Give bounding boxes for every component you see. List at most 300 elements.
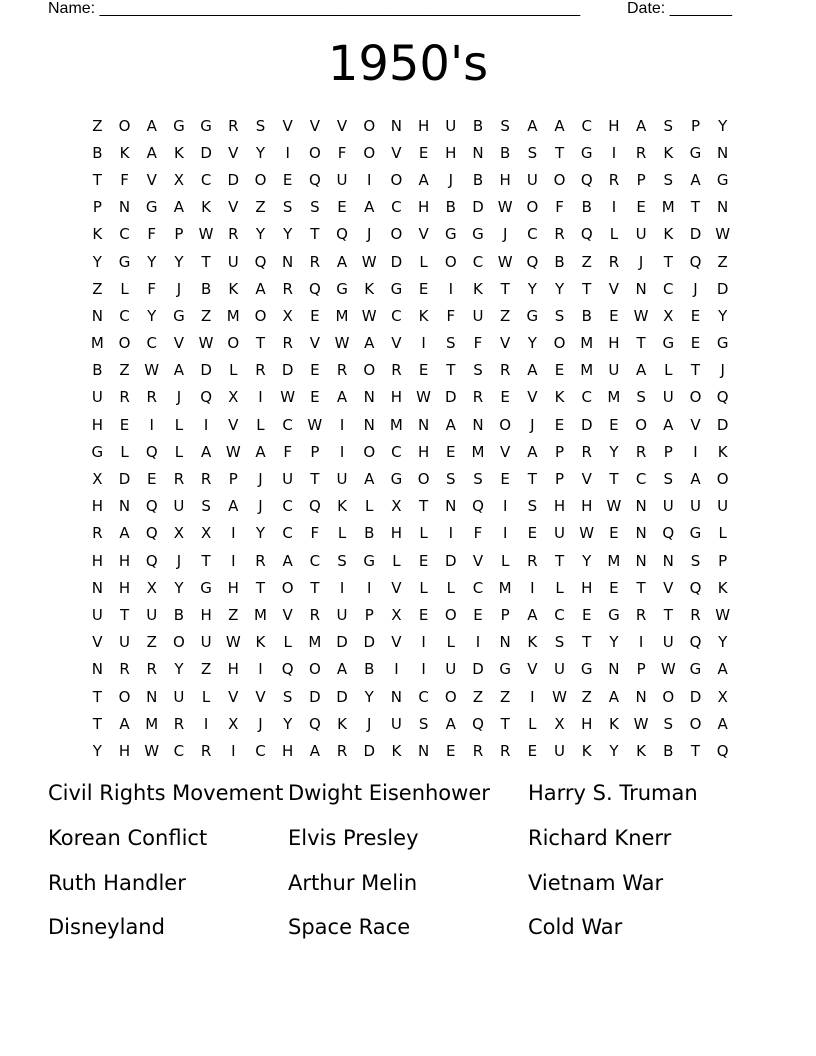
grid-cell[interactable]: C xyxy=(472,252,484,271)
grid-cell[interactable]: U xyxy=(336,605,349,624)
grid-cell[interactable]: K xyxy=(527,633,538,652)
grid-cell[interactable]: B xyxy=(663,741,674,760)
grid-cell[interactable]: Y xyxy=(147,306,157,325)
grid-cell[interactable]: K xyxy=(337,714,348,733)
grid-cell[interactable]: B xyxy=(92,143,103,162)
grid-cell[interactable]: R xyxy=(608,170,620,189)
grid-cell[interactable]: Q xyxy=(145,442,159,461)
grid-cell[interactable]: N xyxy=(662,551,675,570)
grid-cell[interactable]: R xyxy=(255,551,267,570)
grid-cell[interactable]: H xyxy=(118,578,131,597)
grid-cell[interactable]: N xyxy=(390,116,403,135)
grid-cell[interactable]: D xyxy=(336,687,349,706)
grid-cell[interactable]: G xyxy=(472,225,485,244)
grid-cell[interactable]: R xyxy=(499,361,511,380)
grid-cell[interactable]: Y xyxy=(92,741,103,760)
grid-cell[interactable]: V xyxy=(173,334,185,353)
grid-cell[interactable]: L xyxy=(528,714,538,733)
grid-cell[interactable]: E xyxy=(418,605,429,624)
grid-cell[interactable]: V xyxy=(608,279,620,298)
grid-cell[interactable]: R xyxy=(228,225,239,244)
grid-cell[interactable]: Y xyxy=(364,687,375,706)
grid-cell[interactable]: Y xyxy=(718,306,728,325)
grid-cell[interactable]: Q xyxy=(662,524,675,543)
grid-cell[interactable]: Q xyxy=(336,225,349,244)
grid-cell[interactable]: Z xyxy=(255,198,267,217)
grid-cell[interactable]: S xyxy=(500,116,511,135)
grid-cell[interactable]: E xyxy=(500,388,511,407)
grid-cell[interactable]: O xyxy=(308,143,322,162)
grid-cell[interactable]: E xyxy=(282,170,293,189)
grid-cell[interactable]: Y xyxy=(92,252,103,271)
grid-cell[interactable]: F xyxy=(446,306,456,325)
grid-cell[interactable]: M xyxy=(145,714,159,733)
grid-cell[interactable]: H xyxy=(118,551,131,570)
grid-cell[interactable]: I xyxy=(611,143,617,162)
grid-cell[interactable]: B xyxy=(364,660,375,679)
grid-cell[interactable]: Q xyxy=(472,497,485,516)
grid-cell[interactable]: T xyxy=(446,361,456,380)
grid-cell[interactable]: D xyxy=(363,741,376,760)
grid-cell[interactable]: N xyxy=(472,415,485,434)
grid-cell[interactable]: U xyxy=(173,687,185,706)
grid-cell[interactable]: K xyxy=(663,143,674,162)
grid-cell[interactable]: I xyxy=(421,633,427,652)
grid-cell[interactable]: O xyxy=(363,361,376,380)
grid-cell[interactable]: G xyxy=(145,198,159,217)
grid-cell[interactable]: M xyxy=(498,578,513,597)
grid-cell[interactable]: G xyxy=(363,551,376,570)
grid-cell[interactable]: A xyxy=(173,198,185,217)
grid-cell[interactable]: R xyxy=(146,660,158,679)
grid-cell[interactable]: O xyxy=(227,334,240,353)
grid-cell[interactable]: G xyxy=(200,578,213,597)
grid-cell[interactable]: Z xyxy=(146,633,158,652)
grid-cell[interactable]: W xyxy=(497,198,514,217)
grid-cell[interactable]: X xyxy=(146,578,158,597)
grid-cell[interactable]: O xyxy=(390,225,403,244)
grid-cell[interactable]: R xyxy=(119,388,131,407)
grid-cell[interactable]: N xyxy=(146,687,158,706)
grid-cell[interactable]: Q xyxy=(145,524,159,543)
grid-cell[interactable]: J xyxy=(176,388,182,407)
grid-cell[interactable]: G xyxy=(173,306,186,325)
grid-cell[interactable]: V xyxy=(228,687,239,706)
grid-cell[interactable]: M xyxy=(661,198,676,217)
grid-cell[interactable]: V xyxy=(391,143,403,162)
grid-cell[interactable]: U xyxy=(689,497,702,516)
grid-cell[interactable]: C xyxy=(282,497,294,516)
grid-cell[interactable]: R xyxy=(635,143,647,162)
grid-cell[interactable]: B xyxy=(500,143,511,162)
grid-cell[interactable]: R xyxy=(635,605,647,624)
grid-cell[interactable]: C xyxy=(418,687,430,706)
grid-cell[interactable]: B xyxy=(472,170,484,189)
grid-cell[interactable]: I xyxy=(231,551,236,570)
grid-cell[interactable]: C xyxy=(200,170,212,189)
grid-cell[interactable]: P xyxy=(500,605,511,624)
grid-cell[interactable]: Q xyxy=(308,279,322,298)
grid-cell[interactable]: S xyxy=(554,633,565,652)
grid-cell[interactable]: C xyxy=(391,306,403,325)
grid-cell[interactable]: I xyxy=(231,524,236,543)
grid-cell[interactable]: R xyxy=(255,361,267,380)
grid-cell[interactable]: L xyxy=(446,578,456,597)
grid-cell[interactable]: Q xyxy=(200,388,213,407)
grid-cell[interactable]: A xyxy=(282,551,294,570)
grid-cell[interactable]: A xyxy=(418,170,430,189)
grid-cell[interactable]: D xyxy=(363,633,376,652)
word-search-grid[interactable] xyxy=(84,112,737,765)
grid-cell[interactable]: H xyxy=(200,605,213,624)
grid-cell[interactable]: I xyxy=(475,633,481,652)
grid-cell[interactable]: D xyxy=(689,225,702,244)
grid-cell[interactable]: W xyxy=(633,306,650,325)
grid-cell[interactable]: G xyxy=(716,170,729,189)
grid-cell[interactable]: V xyxy=(500,334,511,353)
grid-cell[interactable]: V xyxy=(282,605,294,624)
grid-cell[interactable]: I xyxy=(339,442,345,461)
grid-cell[interactable]: F xyxy=(555,198,565,217)
grid-cell[interactable]: N xyxy=(635,687,648,706)
grid-cell[interactable]: I xyxy=(367,578,372,597)
grid-cell[interactable]: U xyxy=(227,252,240,271)
grid-cell[interactable]: N xyxy=(118,497,131,516)
grid-cell[interactable]: U xyxy=(336,470,349,489)
grid-cell[interactable]: O xyxy=(281,578,295,597)
grid-cell[interactable]: D xyxy=(472,198,485,217)
grid-cell[interactable]: W xyxy=(361,306,378,325)
grid-cell[interactable]: Q xyxy=(308,497,322,516)
grid-cell[interactable]: Y xyxy=(554,279,565,298)
grid-cell[interactable]: W xyxy=(606,497,622,516)
grid-cell[interactable]: W xyxy=(198,225,215,244)
grid-cell[interactable]: L xyxy=(718,524,728,543)
grid-cell[interactable]: W xyxy=(497,252,514,271)
grid-cell[interactable]: R xyxy=(527,551,539,570)
grid-cell[interactable]: A xyxy=(336,388,348,407)
grid-cell[interactable]: E xyxy=(554,415,565,434)
grid-cell[interactable]: H xyxy=(499,170,512,189)
grid-cell[interactable]: S xyxy=(446,334,457,353)
grid-cell[interactable]: Y xyxy=(609,442,619,461)
grid-cell[interactable]: S xyxy=(663,170,674,189)
grid-cell[interactable]: O xyxy=(716,470,730,489)
grid-cell[interactable]: N xyxy=(635,524,648,543)
grid-cell[interactable]: N xyxy=(608,660,621,679)
grid-cell[interactable]: E xyxy=(609,306,620,325)
grid-cell[interactable]: A xyxy=(173,361,185,380)
grid-cell[interactable]: I xyxy=(421,660,427,679)
grid-cell[interactable]: U xyxy=(662,633,675,652)
grid-cell[interactable]: V xyxy=(690,415,702,434)
grid-cell[interactable]: T xyxy=(663,605,674,624)
grid-cell[interactable]: R xyxy=(200,470,212,489)
grid-cell[interactable]: E xyxy=(418,279,429,298)
grid-cell[interactable]: N xyxy=(635,279,648,298)
grid-cell[interactable]: V xyxy=(500,442,511,461)
grid-cell[interactable]: R xyxy=(146,388,158,407)
grid-cell[interactable]: A xyxy=(336,660,348,679)
grid-cell[interactable]: I xyxy=(502,497,508,516)
grid-cell[interactable]: B xyxy=(554,252,566,271)
grid-cell[interactable]: M xyxy=(607,551,621,570)
grid-cell[interactable]: O xyxy=(635,415,648,434)
grid-cell[interactable]: A xyxy=(527,442,538,461)
grid-cell[interactable]: I xyxy=(285,143,291,162)
grid-cell[interactable]: C xyxy=(391,198,403,217)
grid-cell[interactable]: R xyxy=(690,605,702,624)
grid-cell[interactable]: V xyxy=(309,334,321,353)
grid-cell[interactable]: H xyxy=(581,497,593,516)
grid-cell[interactable]: P xyxy=(364,605,375,624)
grid-cell[interactable]: L xyxy=(392,551,402,570)
grid-cell[interactable]: T xyxy=(636,334,647,353)
grid-cell[interactable]: H xyxy=(608,116,621,135)
grid-cell[interactable]: L xyxy=(446,633,456,652)
grid-cell[interactable]: Y xyxy=(255,225,266,244)
grid-cell[interactable]: Z xyxy=(500,687,511,706)
grid-cell[interactable]: J xyxy=(367,225,372,244)
grid-cell[interactable]: S xyxy=(201,497,212,516)
grid-cell[interactable]: B xyxy=(445,198,457,217)
grid-cell[interactable]: U xyxy=(91,605,104,624)
grid-cell[interactable]: D xyxy=(472,660,485,679)
grid-cell[interactable]: H xyxy=(91,497,104,516)
grid-cell[interactable]: V xyxy=(391,334,403,353)
grid-cell[interactable]: T xyxy=(201,551,212,570)
grid-cell[interactable]: R xyxy=(635,442,647,461)
grid-cell[interactable]: Q xyxy=(689,578,702,597)
grid-cell[interactable]: B xyxy=(364,524,375,543)
grid-cell[interactable]: P xyxy=(690,116,701,135)
grid-cell[interactable]: G xyxy=(390,470,403,489)
grid-cell[interactable]: R xyxy=(391,361,403,380)
grid-cell[interactable]: W xyxy=(225,633,242,652)
grid-cell[interactable]: K xyxy=(608,714,620,733)
grid-cell[interactable]: N xyxy=(118,198,131,217)
grid-cell[interactable]: W xyxy=(225,442,242,461)
grid-cell[interactable]: F xyxy=(337,143,347,162)
grid-cell[interactable]: N xyxy=(282,252,294,271)
grid-cell[interactable]: X xyxy=(391,497,403,516)
grid-cell[interactable]: K xyxy=(92,225,103,244)
grid-cell[interactable]: X xyxy=(92,470,103,489)
grid-cell[interactable]: M xyxy=(90,334,105,353)
grid-cell[interactable]: Q xyxy=(526,252,539,271)
grid-cell[interactable]: M xyxy=(607,388,621,407)
grid-cell[interactable]: E xyxy=(609,524,620,543)
grid-cell[interactable]: T xyxy=(582,279,592,298)
grid-cell[interactable]: E xyxy=(473,605,484,624)
grid-cell[interactable]: U xyxy=(336,170,349,189)
grid-cell[interactable]: O xyxy=(417,470,430,489)
grid-cell[interactable]: H xyxy=(282,741,294,760)
grid-cell[interactable]: V xyxy=(146,170,158,189)
grid-cell[interactable]: N xyxy=(717,143,729,162)
grid-cell[interactable]: E xyxy=(690,306,701,325)
grid-cell[interactable]: O xyxy=(363,143,376,162)
grid-cell[interactable]: D xyxy=(309,687,322,706)
grid-cell[interactable]: U xyxy=(200,633,213,652)
grid-cell[interactable]: O xyxy=(363,442,376,461)
grid-cell[interactable]: Z xyxy=(717,252,729,271)
grid-cell[interactable]: C xyxy=(173,741,185,760)
grid-cell[interactable]: V xyxy=(309,116,321,135)
grid-cell[interactable]: K xyxy=(201,198,212,217)
grid-cell[interactable]: V xyxy=(527,388,538,407)
grid-cell[interactable]: G xyxy=(608,605,621,624)
grid-cell[interactable]: P xyxy=(174,225,184,244)
grid-cell[interactable]: A xyxy=(119,524,131,543)
grid-cell[interactable]: H xyxy=(417,198,430,217)
grid-cell[interactable]: A xyxy=(717,660,729,679)
grid-cell[interactable]: S xyxy=(663,714,674,733)
grid-cell[interactable]: W xyxy=(334,334,350,353)
grid-cell[interactable]: H xyxy=(608,334,621,353)
grid-cell[interactable]: D xyxy=(580,415,593,434)
grid-cell[interactable]: Q xyxy=(145,551,159,570)
grid-cell[interactable]: A xyxy=(690,170,702,189)
grid-cell[interactable]: T xyxy=(201,252,212,271)
grid-cell[interactable]: F xyxy=(283,442,293,461)
grid-cell[interactable]: J xyxy=(720,361,726,380)
grid-cell[interactable]: U xyxy=(445,116,457,135)
grid-cell[interactable]: H xyxy=(553,497,566,516)
date-field[interactable]: Date: _______ xyxy=(627,0,732,17)
grid-cell[interactable]: I xyxy=(367,170,372,189)
grid-cell[interactable]: V xyxy=(92,633,103,652)
grid-cell[interactable]: R xyxy=(200,741,212,760)
grid-cell[interactable]: O xyxy=(444,605,458,624)
grid-cell[interactable]: W xyxy=(579,524,595,543)
grid-cell[interactable]: E xyxy=(310,361,321,380)
grid-cell[interactable]: Q xyxy=(580,170,594,189)
grid-cell[interactable]: M xyxy=(471,442,485,461)
grid-cell[interactable]: D xyxy=(227,170,240,189)
grid-cell[interactable]: U xyxy=(635,225,648,244)
grid-cell[interactable]: R xyxy=(554,225,566,244)
grid-cell[interactable]: B xyxy=(173,605,185,624)
grid-cell[interactable]: Y xyxy=(609,633,619,652)
grid-cell[interactable]: C xyxy=(309,551,321,570)
grid-cell[interactable]: Z xyxy=(92,116,103,135)
grid-cell[interactable]: M xyxy=(335,306,349,325)
grid-cell[interactable]: C xyxy=(391,442,403,461)
grid-cell[interactable]: X xyxy=(391,605,403,624)
grid-cell[interactable]: E xyxy=(690,334,701,353)
grid-cell[interactable]: T xyxy=(500,714,511,733)
grid-cell[interactable]: Q xyxy=(308,714,322,733)
grid-cell[interactable]: F xyxy=(473,524,483,543)
grid-cell[interactable]: W xyxy=(280,388,296,407)
grid-cell[interactable]: Z xyxy=(119,361,131,380)
grid-cell[interactable]: T xyxy=(255,334,266,353)
grid-cell[interactable]: A xyxy=(364,334,375,353)
grid-cell[interactable]: G xyxy=(390,279,403,298)
grid-cell[interactable]: F xyxy=(147,279,157,298)
grid-cell[interactable]: A xyxy=(445,415,457,434)
grid-cell[interactable]: O xyxy=(526,198,539,217)
grid-cell[interactable]: R xyxy=(336,741,348,760)
grid-cell[interactable]: U xyxy=(119,633,131,652)
grid-cell[interactable]: S xyxy=(473,470,484,489)
grid-cell[interactable]: X xyxy=(717,687,729,706)
grid-cell[interactable]: O xyxy=(390,170,403,189)
grid-cell[interactable]: I xyxy=(530,578,536,597)
grid-cell[interactable]: P xyxy=(555,442,565,461)
grid-cell[interactable]: S xyxy=(527,497,538,516)
grid-cell[interactable]: Y xyxy=(283,714,293,733)
grid-cell[interactable]: X xyxy=(200,524,212,543)
grid-cell[interactable]: A xyxy=(635,361,647,380)
grid-cell[interactable]: A xyxy=(663,415,674,434)
grid-cell[interactable]: D xyxy=(445,388,458,407)
grid-cell[interactable]: A xyxy=(527,116,538,135)
grid-cell[interactable]: Z xyxy=(581,687,593,706)
grid-cell[interactable]: A xyxy=(608,687,620,706)
grid-cell[interactable]: B xyxy=(200,279,212,298)
grid-cell[interactable]: E xyxy=(636,198,647,217)
grid-cell[interactable]: I xyxy=(258,660,264,679)
grid-cell[interactable]: P xyxy=(228,470,239,489)
grid-cell[interactable]: U xyxy=(554,660,566,679)
grid-cell[interactable]: D xyxy=(118,470,131,489)
grid-cell[interactable]: E xyxy=(446,442,457,461)
grid-cell[interactable]: U xyxy=(608,361,620,380)
grid-cell[interactable]: V xyxy=(418,225,430,244)
grid-cell[interactable]: O xyxy=(118,116,131,135)
grid-cell[interactable]: Q xyxy=(254,252,267,271)
grid-cell[interactable]: R xyxy=(608,252,620,271)
grid-cell[interactable]: X xyxy=(663,306,674,325)
grid-cell[interactable]: X xyxy=(173,170,185,189)
grid-cell[interactable]: J xyxy=(258,497,264,516)
grid-cell[interactable]: G xyxy=(444,225,458,244)
grid-cell[interactable]: A xyxy=(255,442,267,461)
grid-cell[interactable]: E xyxy=(310,306,321,325)
grid-cell[interactable]: Z xyxy=(200,306,212,325)
grid-cell[interactable]: C xyxy=(119,306,131,325)
grid-cell[interactable]: H xyxy=(581,714,593,733)
grid-cell[interactable]: V xyxy=(282,116,294,135)
grid-cell[interactable]: Y xyxy=(718,116,728,135)
grid-cell[interactable]: Q xyxy=(308,170,322,189)
grid-cell[interactable]: O xyxy=(553,334,566,353)
grid-cell[interactable]: Q xyxy=(716,741,730,760)
grid-cell[interactable]: L xyxy=(174,442,184,461)
grid-cell[interactable]: T xyxy=(636,578,647,597)
grid-cell[interactable]: T xyxy=(554,143,565,162)
grid-cell[interactable]: Q xyxy=(472,714,485,733)
grid-cell[interactable]: L xyxy=(664,361,673,380)
grid-cell[interactable]: Y xyxy=(255,524,266,543)
grid-cell[interactable]: X xyxy=(173,524,185,543)
grid-cell[interactable]: Z xyxy=(581,252,593,271)
grid-cell[interactable]: K xyxy=(173,143,185,162)
grid-cell[interactable]: S xyxy=(418,714,429,733)
grid-cell[interactable]: A xyxy=(554,116,566,135)
grid-cell[interactable]: S xyxy=(282,198,293,217)
grid-cell[interactable]: A xyxy=(635,116,647,135)
grid-cell[interactable]: V xyxy=(391,578,403,597)
grid-cell[interactable]: C xyxy=(635,470,647,489)
grid-cell[interactable]: I xyxy=(203,714,209,733)
grid-cell[interactable]: P xyxy=(555,470,565,489)
grid-cell[interactable]: N xyxy=(472,143,485,162)
grid-cell[interactable]: G xyxy=(200,116,213,135)
grid-cell[interactable]: I xyxy=(693,442,699,461)
